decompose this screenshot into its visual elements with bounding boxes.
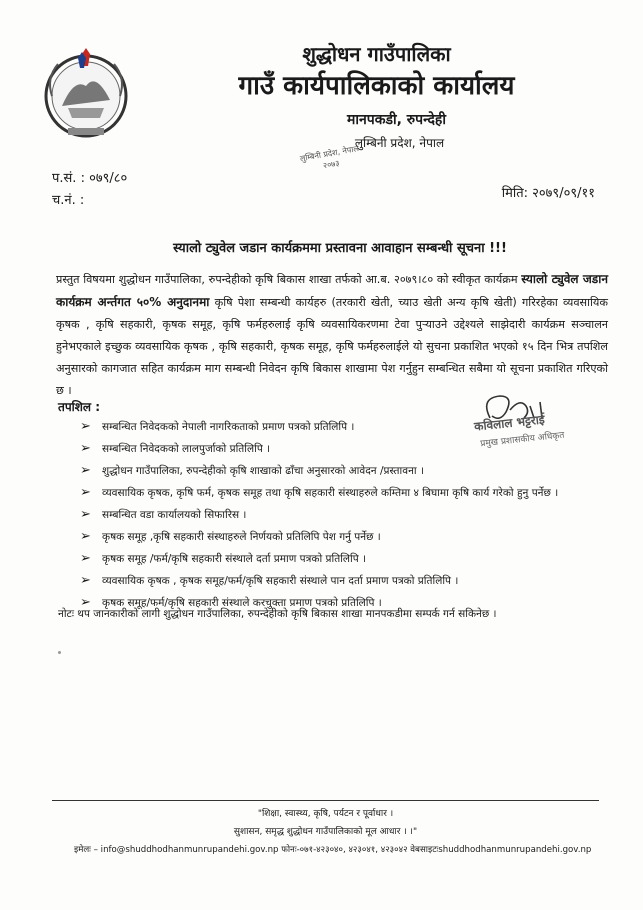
arrow-bullet-icon: ➢: [80, 551, 91, 566]
footer-contact: इमेलः – info@shuddhodhanmunrupandehi.gov.np फोनः-०७१-४२३०४०, ४२३०४१, ४२३०४२ वेबसाइटःshuddhodhanmunrupandehi.gov.np: [74, 845, 592, 855]
list-item: ➢ सम्बन्धित निवेदकको लालपुर्जाको प्रतिलिपि ।: [80, 438, 600, 460]
arrow-bullet-icon: ➢: [80, 573, 91, 588]
office-address: मानपकडी, रुपन्देही: [347, 112, 446, 128]
office-stamp: लुम्बिनी प्रदेश, नेपाल २०७३: [299, 144, 360, 171]
list-item: ➢ कृषक समूह ,कृषि सहकारी संस्थाहरुले निर्णयको प्रतिलिपि पेश गर्नु पर्नेछ ।: [80, 526, 600, 548]
signatory-name: कविलाल भट्टराई: [473, 412, 546, 434]
footer-motto-1: "शिक्षा, स्वास्थ्य, कृषि, पर्यटन र पूर्वाधार ।: [257, 809, 394, 819]
footer-divider: [52, 800, 599, 801]
notice-subject: स्यालो ट्युवेल जडान कार्यक्रममा प्रस्तावना आवाहान सम्बन्धी सूचना !!!: [173, 241, 507, 256]
reference-number: प.सं. : ०७९/८०: [52, 171, 128, 186]
letter-date: मिति: २०७९/०९/११: [501, 186, 595, 201]
nepal-emblem-icon: [38, 48, 134, 140]
tapasil-heading: तपशिल :: [58, 400, 101, 414]
list-item: ➢ व्यवसायिक कृषक , कृषक समूह/फर्म/कृषि सहकारी संस्थाले पान दर्ता प्रमाण पत्रको प्रतिलिपि ।: [80, 570, 600, 592]
arrow-bullet-icon: ➢: [80, 507, 91, 522]
arrow-bullet-icon: ➢: [80, 463, 91, 478]
office-title: गाउँ कार्यपालिकाको कार्यालय: [238, 71, 515, 101]
list-item: ➢ शुद्धोधन गाउँपालिका, रुपन्देहीको कृषि शाखाको ढाँचा अनुसारको आवेदन /प्रस्तावना ।: [80, 460, 600, 482]
requirements-list: [80, 416, 600, 614]
arrow-bullet-icon: ➢: [80, 419, 91, 434]
arrow-bullet-icon: ➢: [80, 529, 91, 544]
list-item: ➢ कृषक समूह /फर्म/कृषि सहकारी संस्थाले दर्ता प्रमाण पत्रको प्रतिलिपि ।: [80, 548, 600, 570]
notice-body: [56, 268, 608, 402]
arrow-bullet-icon: ➢: [80, 595, 91, 610]
body-text-2: कृषि पेशा सम्बन्धी कार्यहरु (तरकारी खेती, च्याउ खेती अन्य कृषि खेती) गरिरहेका व्यवसायिक कृषक , कृषि सहकारी, कृषक समूह, कृषि फर्महरुलाई कृषि व्यवसायिकरणमा टेवा पुऱ्याउने उद्देश्यले साझेदारी कार्यक्रम सञ्चालन हुनेभएकाले इच्छुक व्यवसायिक कृषक , कृषि सहकारी, कृषक समूह, कृषि फर्महरुलाईले यो सुचना प्रकाशित भएको १५ दिन भित्र तपशिल अनुसारको कागजात सहित कार्यक्रम माग सम्बन्धी निवेदन कृषि बिकास शाखामा पेश गर्नुहुन सम्बन्धित सबैमा यो सूचना प्रकाशित गरिएको छ ।: [56, 296, 608, 397]
arrow-bullet-icon: ➢: [80, 441, 91, 456]
body-text-bold: स्यालो ट्युवेल जडान कार्यक्रम अर्न्तगत ५०% अनुदानमा: [56, 272, 608, 309]
notice-note: नोटः थप जानकारीको लागी शुद्धोधन गाउँपालिका, रुपन्देहीको कृषि बिकास शाखा मानपकडीमा सम्पर्क गर्न सकिनेछ ।: [58, 608, 497, 620]
body-text-1: प्रस्तुत विषयमा शुद्धोधन गाउँपालिका, रुपन्देहीको कृषि बिकास शाखा तर्फको आ.ब. २०७९।८० को स्वीकृत कार्यक्रम: [56, 273, 522, 286]
list-item: ➢ सम्बन्धित निवेदकको नेपाली नागरिकताको प्रमाण पत्रको प्रतिलिपि ।: [80, 416, 600, 438]
scan-speck: [58, 651, 61, 654]
list-item: ➢ व्यवसायिक कृषक, कृषि फर्म, कृषक समूह तथा कृषि सहकारी संस्थाहरुले कम्तिमा ४ बिघामा कृषि कार्य गरेको हुनु पर्नेछ ।: [80, 482, 600, 504]
signatory-title: प्रमुख प्रशासकीय अधिकृत: [479, 430, 565, 450]
municipality-name: शुद्धोधन गाउँपालिका: [302, 42, 451, 66]
list-item: ➢ कृषक समूह/फर्म/कृषि सहकारी संस्थाले करचुक्ता प्रमाण पत्रको प्रतिलिपि ।: [80, 592, 600, 614]
office-province: लुम्बिनी प्रदेश, नेपाल: [354, 136, 445, 150]
arrow-bullet-icon: ➢: [80, 485, 91, 500]
list-item: ➢ सम्बन्धित वडा कार्यालयको सिफारिस ।: [80, 504, 600, 526]
footer-motto-2: सुशासन, समृद्ध शुद्धोधन गाउँपालिकाको मूल आधार । ।": [233, 827, 418, 837]
dispatch-number: च.नं. :: [52, 193, 85, 208]
